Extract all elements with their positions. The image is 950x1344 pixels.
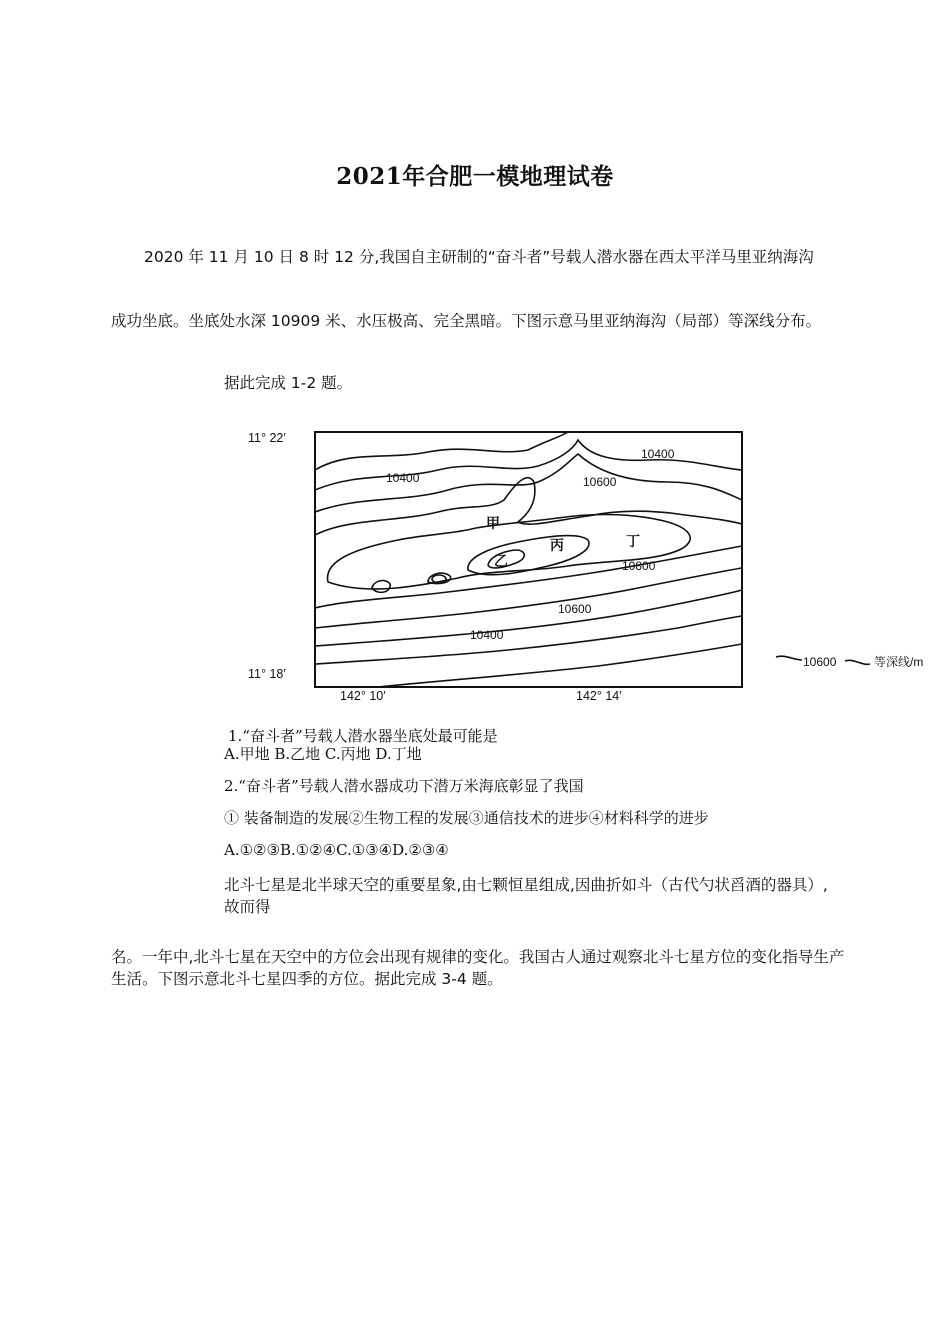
map-frame (315, 432, 742, 687)
place-ding: 丁 (626, 533, 640, 549)
lat-top-label: 11° 22′ (248, 431, 286, 445)
legend-label: 等深线/m (874, 655, 924, 669)
question-2-stem: 2.“奋斗者”号载人潜水器成功下潜万米海底彰显了我国 (224, 777, 584, 795)
place-bing: 丙 (550, 537, 564, 553)
contour-label: 10600 (558, 602, 592, 616)
map-legend (776, 654, 923, 669)
contour-label: 10400 (470, 628, 504, 642)
part2-paragraph-1: 北斗七星是北半球天空的重要星象,由七颗恒星组成,因曲折如斗（古代勺状舀酒的器具）,故而得 (224, 876, 828, 916)
question-1-options: A.甲地 B.乙地 C.丙地 D.丁地 (224, 745, 422, 763)
intro-paragraph-2: 成功坐底。坐底处水深 10909 米、水压极高、完全黑暗。下图示意马里亚纳海沟（局部）等深线分布。 (111, 312, 822, 330)
place-yi: 乙 (494, 553, 508, 569)
lon-right-label: 142° 14′ (576, 689, 622, 703)
contour-label: 10600 (583, 475, 617, 489)
part2-paragraph-2: 名。一年中,北斗七星在天空中的方位会出现有规律的变化。我国古人通过观察北斗七星方位的变化指导生产生活。下图示意北斗七星四季的方位。据此完成 3-4 题。 (111, 948, 845, 988)
intro-paragraph-1: 2020 年 11 月 10 日 8 时 12 分,我国自主研制的“奋斗者”号载人潜水器在西太平洋马里亚纳海沟 (144, 248, 814, 266)
question-2-items: ① 装备制造的发展②生物工程的发展③通信技术的进步④材料科学的进步 (224, 809, 709, 827)
trench-contour-map (228, 410, 950, 710)
contour-label: 10800 (622, 559, 656, 573)
question-2-options: A.①②③B.①②④C.①③④D.②③④ (224, 841, 449, 859)
question-1-stem: 1.“奋斗者”号载人潜水器坐底处最可能是 (228, 727, 498, 745)
place-jia: 甲 (486, 515, 500, 531)
lon-left-label: 142° 10′ (340, 689, 386, 703)
lat-bottom-label: 11° 18′ (248, 667, 286, 681)
contour-label: 10400 (641, 447, 675, 461)
page-title: 2021年合肥一模地理试卷 (336, 163, 614, 190)
contour-lines (315, 432, 742, 687)
legend-value: 10600 (803, 655, 837, 669)
contour-label: 10400 (386, 471, 420, 485)
instruction-1-2: 据此完成 1-2 题。 (224, 374, 353, 392)
